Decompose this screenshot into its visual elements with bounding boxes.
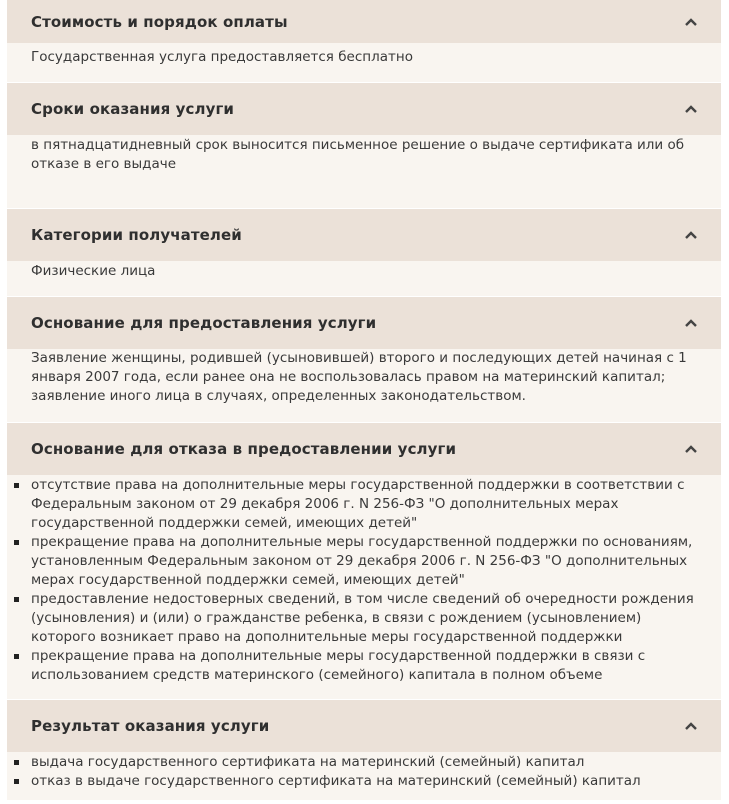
section-text: в пятнадцатидневный срок выносится письменное решение о выдаче сертификата или об отказе в его выдаче (31, 137, 685, 172)
accordion-section-grounds (7, 297, 721, 422)
list-item: отсутствие права на дополнительные меры государственной поддержки в соответствии с Федеральным законом от 29 декабря 2006 г. N 256-ФЗ "О дополнительных мерах государственной поддержки семей, имеющих детей" (31, 476, 697, 533)
chevron-up-icon[interactable] (683, 227, 699, 243)
chevron-up-icon[interactable] (683, 101, 699, 117)
chevron-up-icon[interactable] (683, 14, 699, 30)
accordion-section-result (7, 700, 721, 800)
list-item: прекращение права на дополнительные меры государственной поддержки в связи с использованием средств материнского (семейного) капитала в полном объеме (31, 647, 697, 685)
accordion-header-terms[interactable] (7, 83, 721, 135)
accordion-body-terms (7, 135, 721, 208)
section-title: Сроки оказания услуги (31, 100, 235, 118)
accordion-body-refusal (7, 475, 721, 699)
accordion-header-payment[interactable] (7, 0, 721, 43)
section-title: Результат оказания услуги (31, 717, 270, 735)
list-item: отказ в выдаче государственного сертификата на материнский (семейный) капитал (31, 772, 697, 791)
section-text: Государственная услуга предоставляется бесплатно (31, 49, 413, 65)
accordion-header-refusal[interactable] (7, 423, 721, 475)
chevron-up-icon[interactable] (683, 315, 699, 331)
accordion-section-payment (7, 0, 721, 82)
accordion-body-grounds (7, 349, 721, 422)
section-title: Категории получателей (31, 226, 242, 244)
accordion-body-result (7, 752, 721, 800)
accordion-header-recipients[interactable] (7, 209, 721, 261)
accordion-header-result[interactable] (7, 700, 721, 752)
accordion-section-terms (7, 83, 721, 208)
list-item: предоставление недостоверных сведений, в том числе сведений об очередности рождения (усыновления) и (или) о гражданстве ребенка, в связи с рождением (усыновлением) которого возникает право на дополнительные меры государственной поддержки (31, 590, 697, 647)
section-title: Основание для предоставления услуги (31, 314, 377, 332)
chevron-up-icon[interactable] (683, 441, 699, 457)
section-title: Стоимость и порядок оплаты (31, 12, 288, 31)
accordion-section-refusal (7, 423, 721, 699)
section-text: Заявление женщины, родившей (усыновившей) второго и последующих детей начиная с 1 января 2007 года, если ранее она не воспользовалась правом на материнский капитал; заявление иного лица в случаях, определенных законодательством. (31, 350, 687, 404)
refusal-list (31, 476, 697, 685)
list-item: прекращение права на дополнительные меры государственной поддержки по основаниям, установленным Федеральным законом от 29 декабря 2006 г. N 256-ФЗ "О дополнительных мерах государственной поддержки семей, имеющих детей" (31, 533, 697, 590)
section-title: Основание для отказа в предоставлении услуги (31, 440, 457, 458)
accordion-section-recipients (7, 209, 721, 296)
accordion-header-grounds[interactable] (7, 297, 721, 349)
chevron-up-icon[interactable] (683, 718, 699, 734)
result-list (31, 753, 697, 791)
section-text: Физические лица (31, 263, 156, 279)
accordion-body-recipients (7, 261, 721, 296)
accordion-body-payment (7, 43, 721, 82)
list-item: выдача государственного сертификата на материнский (семейный) капитал (31, 753, 697, 772)
